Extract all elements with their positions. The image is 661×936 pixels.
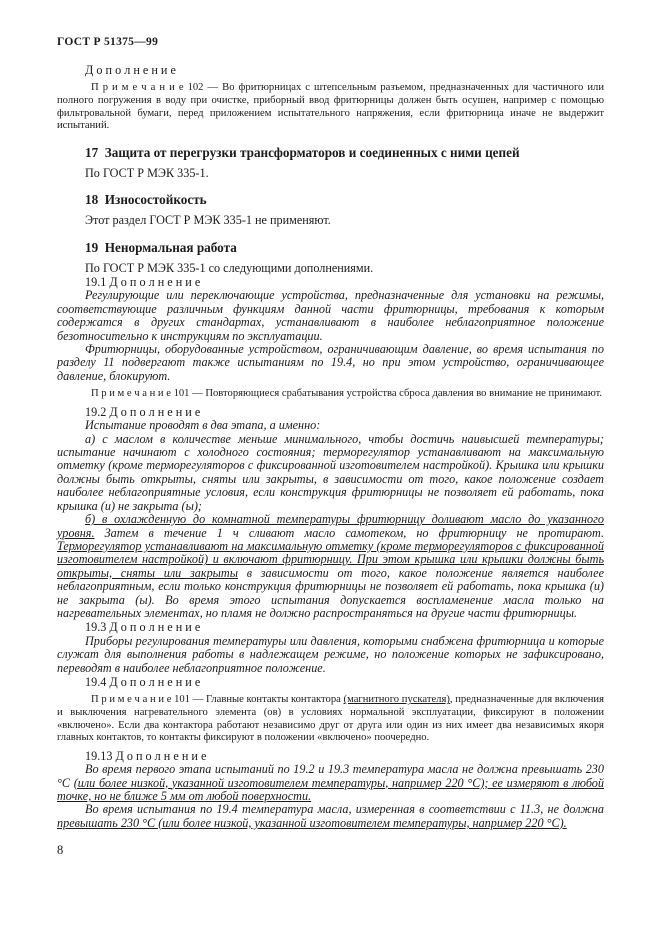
note-paragraph: [57, 82, 604, 132]
text-segment: П р и м е ч а н и е 101 — Главные контакты контактора: [91, 694, 344, 706]
note-paragraph: [57, 388, 604, 401]
paragraph: [57, 433, 604, 513]
paragraph: [57, 621, 604, 634]
paragraph: [57, 406, 604, 419]
text-segment: Испытание проводят в два этапа, а именно:: [85, 418, 321, 433]
text-segment: Регулирующие или переключающие устройства, предназначенные для установки на режимы, соответствующие различным функциям данной части фритюрницы, требования к которым содержатся в других стандартах, устанавливают в наиболее неблагоприятное положение безотносительно к инструкциям по эксплуатации.: [57, 288, 604, 343]
underlined-text: б) в охлажденную до комнатной температуры фритюрницу доливают масло до указанного уровня.: [57, 512, 604, 540]
paragraph: [57, 276, 604, 289]
text-segment: П р и м е ч а н и е 101 — Повторяющиеся срабатывания устройства сброса давления во внимание не принимают.: [91, 388, 603, 400]
text-segment: 19 Ненормальная работа: [85, 239, 237, 255]
section-heading: [57, 145, 604, 160]
underlined-text: (или более низкой, указанной изготовителем температуры, например 220 °С); ее измеряют в любой точке, но не ближе 5 мм от любой поверхности.: [57, 775, 604, 803]
paragraph: [57, 750, 604, 763]
document-body: [57, 64, 604, 830]
text-segment: 19.3 Д о п о л н е н и е: [85, 620, 201, 635]
paragraph: [57, 214, 604, 227]
text-segment: , предназначенные для включения и выключения нагревательного элемента (ов) в условиях нормальной эксплуатации, фиксируют в положении «включено». Если два контактора работают независимо друг от друга или один из них имеет два независимых якоря главных контактов, то контакты фиксируют в положении «включено» поочередно.: [57, 694, 604, 744]
text-segment: По ГОСТ Р МЭК 335-1.: [85, 165, 209, 180]
underlined-text: превышать 230 °С (или более низкой, указанной изготовителем температуры, например 220 °С).: [57, 815, 567, 830]
text-segment: Во время первого этапа испытаний по 19.2 и 19.3 температура масла не должна превышать 230 °С: [57, 762, 604, 790]
text-segment: 19.1 Д о п о л н е н и е: [85, 275, 201, 289]
page-number: 8: [57, 843, 64, 857]
paragraph: [57, 676, 604, 689]
text-segment: а) с маслом в количестве меньше минимального, чтобы достичь наивысшей температуры; испытание начинают с холодного состояния; терморегулятор устанавливают на максимальную отметку (кроме терморегуляторов с фиксированной изготовителем настройкой). Крышка или крышки должны быть открыты, сняты или закрыты, в зависимости от того, какое положение создает наиболее неблагоприятные условия, если конструкция фритюрницы не позволяет ей работать, пока крышка (и) не закрыта (ы);: [57, 431, 604, 513]
paragraph: [57, 167, 604, 180]
text-segment: 17 Защита от перегрузки трансформаторов и соединенных с ними цепей: [85, 144, 520, 160]
underlined-text: Терморегулятор устанавливают на максимальную отметку (кроме терморегуляторов с фиксированной изготовителем настройкой) и включают фритюрницу. При этом крышка или крышки должны быть открыты, сняты или закрыты: [57, 538, 604, 580]
text-segment: Затем в течение 1 ч сливают масло самотеком, но фритюрницу не протирают.: [94, 525, 604, 540]
paragraph: [57, 262, 604, 275]
text-segment: Фритюрницы, оборудованные устройством, ограничивающим давление, во время испытания по разделу 11 подвергают также испытаниям по 19.4, но при этом устройство, ограничивающее давление, блокируют.: [57, 342, 604, 383]
text-segment: Этот раздел ГОСТ Р МЭК 335-1 не применяют.: [85, 213, 331, 228]
paragraph: [57, 64, 604, 77]
text-segment: Во время испытания по 19.4 температура масла, измеренная в соответствии с 11.3, не должна: [85, 802, 604, 817]
text-segment: По ГОСТ Р МЭК 335-1 со следующими дополнениями.: [85, 260, 374, 275]
paragraph: [57, 419, 604, 432]
paragraph: [57, 343, 604, 383]
paragraph: [57, 803, 604, 830]
text-segment: в зависимости от того, какое положение является наиболее неблагоприятным, если только конструкция фритюрницы не позволяет ей работать, пока крышка (и) не закрыта (ы). Во время этого испытания допускается воспламенение масла только на нагревательных элементах, но пламя не должно распространяться на другие части фритюрницы.: [57, 565, 604, 620]
text-segment: 18 Износостойкость: [85, 192, 207, 208]
running-header: ГОСТ Р 51375—99: [57, 36, 159, 48]
text-segment: 19.13 Д о п о л н е н и е: [85, 748, 207, 763]
section-heading: [57, 192, 604, 207]
paragraph: [57, 635, 604, 675]
paragraph: [57, 513, 604, 620]
section-heading: [57, 240, 604, 255]
note-paragraph: [57, 694, 604, 744]
text-segment: 19.2 Д о п о л н е н и е: [85, 404, 201, 419]
paragraph: [57, 289, 604, 343]
paragraph: [57, 763, 604, 803]
text-segment: Д о п о л н е н и е: [85, 63, 176, 77]
underlined-text: (магнитного пускателя): [343, 694, 450, 706]
text-segment: П р и м е ч а н и е 102 — Во фритюрницах с штепсельным разъемом, предназначенных для частичного или полного погружения в воду при очистке, приборный ввод фритюрницы должен быть осушен, например с помощью фильтровальной бумаги, перед приложением испытательного напряжения, если фритюрница иначе не выдержит испытаний.: [57, 82, 604, 132]
text-segment: Приборы регулирования температуры или давления, которыми снабжена фритюрница и которые служат для выполнения работы в надлежащем режиме, но положение которых не зафиксировано, переводят в наиболее неблагоприятное положение.: [57, 633, 604, 675]
text-segment: 19.4 Д о п о л н е н и е: [85, 674, 201, 689]
